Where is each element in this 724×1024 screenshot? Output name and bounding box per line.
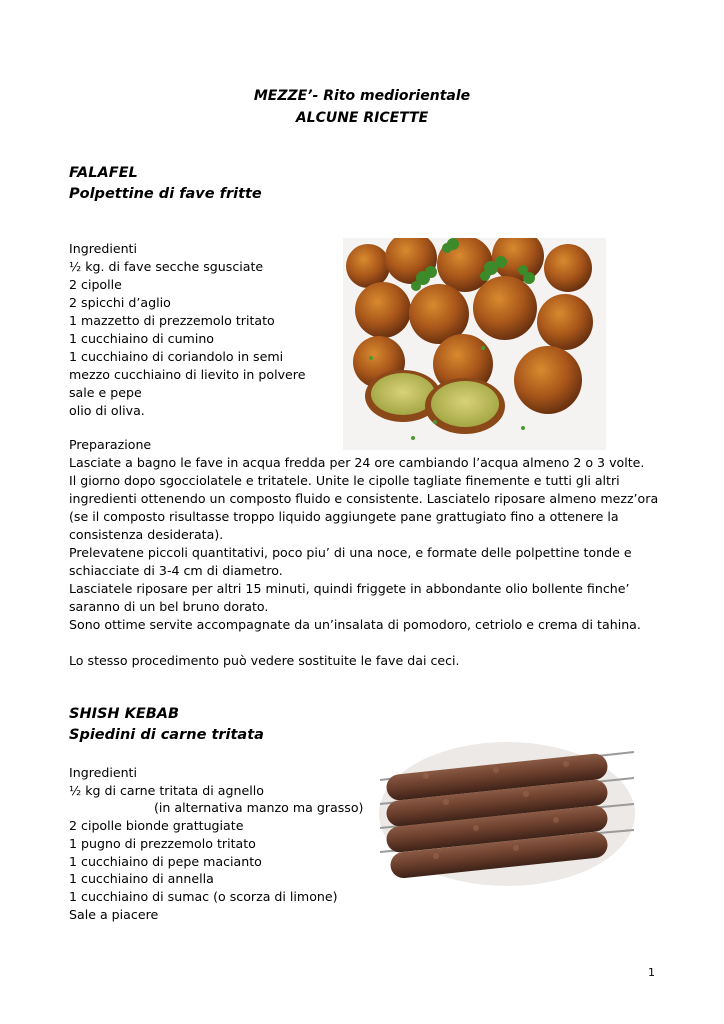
falafel-prep-line: Il giorno dopo sgocciolatele e tritatele. Unite le cipolle tagliate finemente e tutti gli altri [69,473,620,488]
falafel-photo [343,238,606,450]
falafel-prep-line: Lasciatele riposare per altri 15 minuti, quindi friggete in abbondante olio bollente finche’ [69,581,630,596]
falafel-ingredient: 2 cipolle [69,277,122,292]
falafel-ingredient: 1 cucchiaino di coriandolo in semi [69,349,284,364]
page-number: 1 [648,966,655,979]
falafel-prep-line: Sono ottime servite accompagnate da un’insalata di pomodoro, cetriolo e crema di tahina. [69,617,641,632]
falafel-ingredient: 1 mazzetto di prezzemolo tritato [69,313,275,328]
falafel-ingredient: 2 spicchi d’aglio [69,295,171,310]
kebab-ingredient: 1 pugno di prezzemolo tritato [69,836,256,851]
falafel-prep-line: (se il composto risultasse troppo liquido aggiungete pane grattugiato fino a ottenere la [69,509,619,524]
falafel-ingredient: ½ kg. di fave secche sgusciate [69,259,264,274]
kebab-photo [376,732,638,892]
falafel-note: Lo stesso procedimento può vedere sostituite le fave dai ceci. [69,653,460,668]
kebab-ingredient: 1 cucchiaino di pepe macianto [69,854,262,869]
falafel-prep-line: Lasciate a bagno le fave in acqua fredda per 24 ore cambiando l’acqua almeno 2 o 3 volte. [69,455,645,470]
falafel-prep-line: ingredienti ottenendo un composto fluido e consistente. Lasciatelo riposare almeno mezz’ora [69,491,659,506]
kebab-ingredient: (in alternativa manzo ma grasso) [154,800,364,815]
falafel-prep-line: Prelevatene piccoli quantitativi, poco piu’ di una noce, e formate delle polpettine tonde e [69,545,632,560]
falafel-ingredient: 1 cucchiaino di cumino [69,331,215,346]
falafel-ingredients-heading: Ingredienti [69,241,137,256]
falafel-subtitle: Polpettine di fave fritte [69,186,262,202]
falafel-title: FALAFEL [69,165,138,181]
falafel-ingredient: sale e pepe [69,385,142,400]
falafel-prep-heading: Preparazione [69,437,152,452]
falafel-ingredient: olio di oliva. [69,403,145,418]
kebab-subtitle: Spiedini di carne tritata [69,727,264,743]
kebab-ingredient: 1 cucchiaino di sumac (o scorza di limone) [69,889,338,904]
kebab-ingredient: Sale a piacere [69,907,159,922]
kebab-ingredient: ½ kg di carne tritata di agnello [69,783,264,798]
falafel-ingredient: mezzo cucchiaino di lievito in polvere [69,367,306,382]
falafel-prep-line: schiacciate di 3-4 cm di diametro. [69,563,283,578]
falafel-prep-line: consistenza desiderata). [69,527,224,542]
kebab-ingredient: 2 cipolle bionde grattugiate [69,818,244,833]
kebab-title: SHISH KEBAB [69,706,180,722]
document-subtitle: ALCUNE RICETTE [295,110,429,126]
document-title: MEZZE’- Rito mediorientale [253,88,471,104]
kebab-ingredient: 1 cucchiaino di annella [69,871,214,886]
kebab-ingredients-heading: Ingredienti [69,765,137,780]
falafel-prep-line: saranno di un bel bruno dorato. [69,599,269,614]
